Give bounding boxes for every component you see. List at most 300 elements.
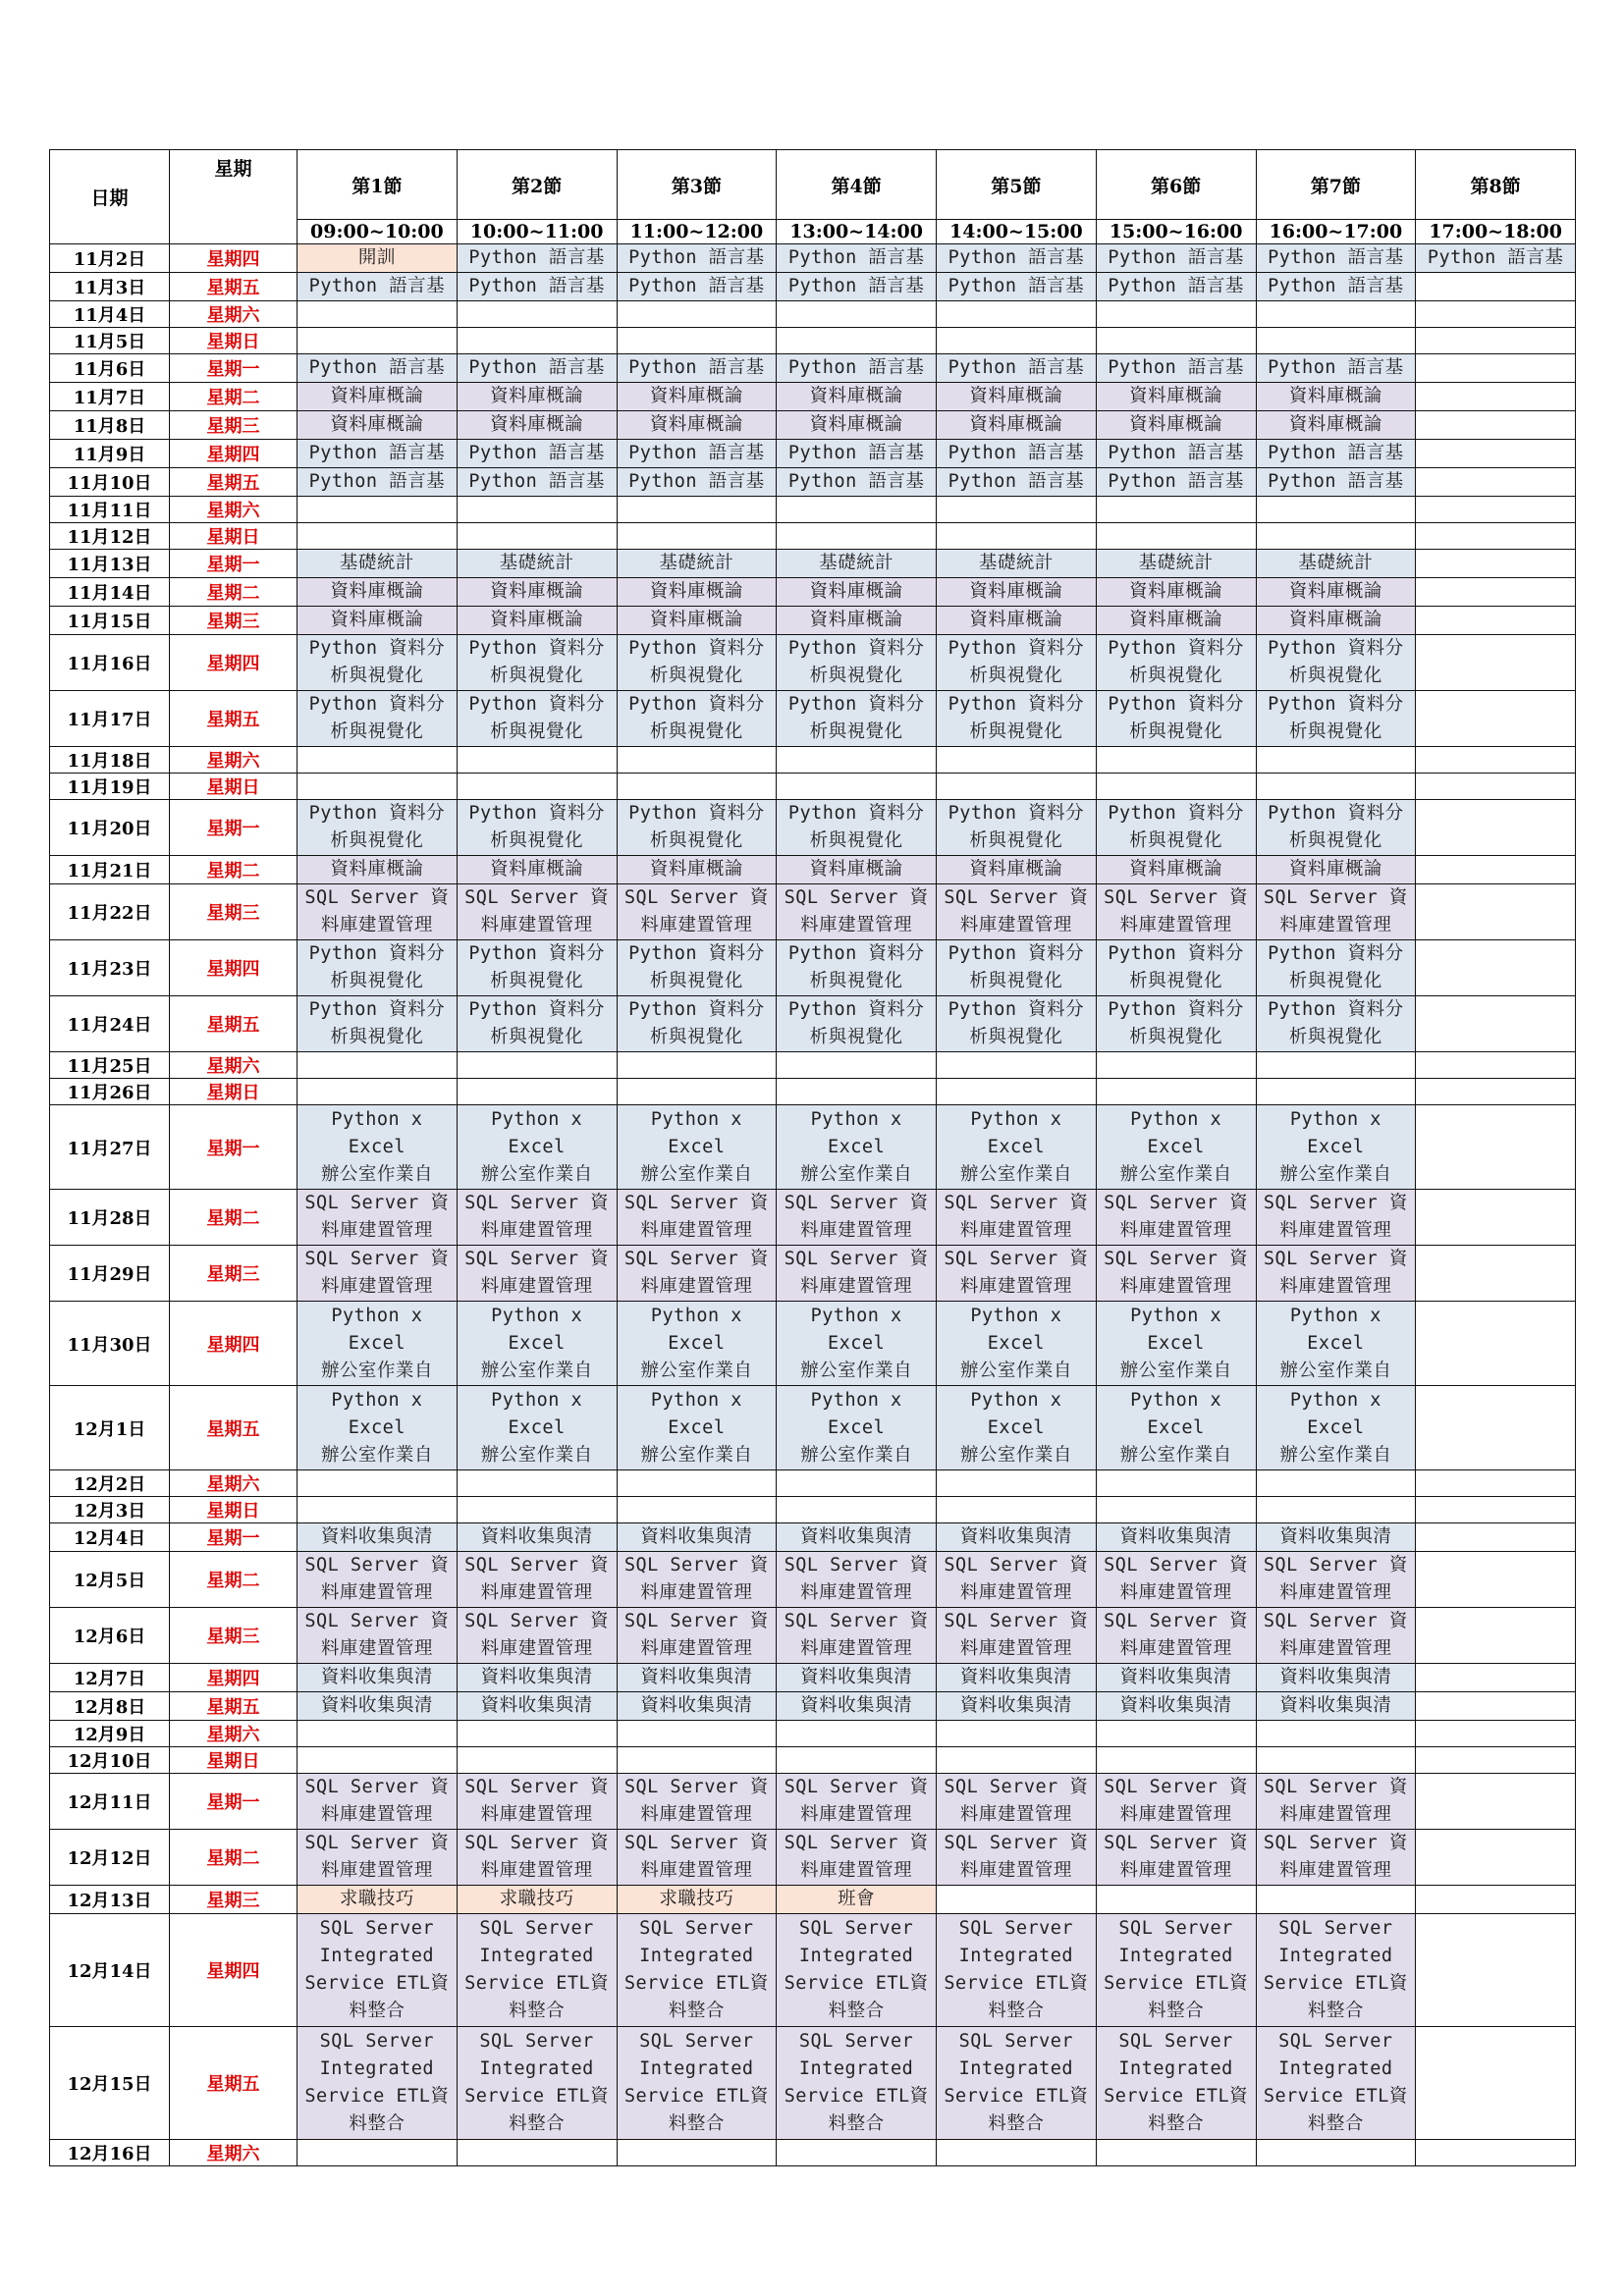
course-cell (777, 1052, 937, 1079)
weekday-cell: 星期日 (170, 523, 298, 550)
course-cell: Python 資料分 析與視覺化 (937, 800, 1097, 856)
course-cell (1256, 774, 1416, 800)
course-cell (777, 747, 937, 774)
course-cell (1416, 578, 1576, 607)
course-cell: 資料收集與清 (777, 1692, 937, 1721)
course-cell (777, 1721, 937, 1747)
course-cell (1416, 1386, 1576, 1470)
course-cell: Python x Excel 辦公室作業自 (617, 1386, 777, 1470)
course-cell (1416, 856, 1576, 884)
course-cell (777, 2140, 937, 2166)
course-cell: Python 語言基 (1256, 273, 1416, 301)
schedule-row (50, 940, 1576, 996)
course-cell (1416, 1246, 1576, 1302)
course-cell: SQL Server 資 料庫建置管理 (457, 1608, 617, 1664)
course-cell: 基礎統計 (1256, 550, 1416, 578)
weekday-cell: 星期日 (170, 1079, 298, 1105)
course-cell (298, 747, 458, 774)
schedule-row (50, 1886, 1576, 1914)
weekday-column-header: 星期 (170, 150, 298, 244)
course-cell: SQL Server 資 料庫建置管理 (1256, 1774, 1416, 1830)
course-cell (457, 1497, 617, 1523)
schedule-row (50, 578, 1576, 607)
course-cell (617, 1079, 777, 1105)
course-cell: SQL Server Integrated Service ETL資 料整合 (1256, 1914, 1416, 2027)
weekday-cell: 星期六 (170, 1470, 298, 1497)
course-cell: 資料庫概論 (1256, 856, 1416, 884)
course-cell: 基礎統計 (617, 550, 777, 578)
schedule-row (50, 1552, 1576, 1608)
course-cell (617, 774, 777, 800)
date-cell: 11月22日 (50, 884, 170, 940)
course-cell: 資料收集與清 (1256, 1523, 1416, 1552)
period-time: 15:00~16:00 (1096, 220, 1256, 244)
course-cell: SQL Server 資 料庫建置管理 (298, 1246, 458, 1302)
date-cell: 11月12日 (50, 523, 170, 550)
schedule-row (50, 550, 1576, 578)
course-cell: Python x Excel 辦公室作業自 (1256, 1302, 1416, 1386)
course-cell: 資料庫概論 (298, 578, 458, 607)
course-cell: Python 語言基 (1096, 440, 1256, 468)
course-cell: SQL Server 資 料庫建置管理 (937, 1190, 1097, 1246)
schedule-row (50, 1914, 1576, 2027)
course-cell: SQL Server 資 料庫建置管理 (1096, 1552, 1256, 1608)
course-cell (1096, 774, 1256, 800)
course-cell (1096, 2140, 1256, 2166)
course-cell (617, 1721, 777, 1747)
course-cell: Python x Excel 辦公室作業自 (1096, 1105, 1256, 1190)
weekday-cell: 星期四 (170, 1664, 298, 1692)
weekday-cell: 星期四 (170, 440, 298, 468)
course-cell (457, 747, 617, 774)
weekday-cell: 星期三 (170, 1608, 298, 1664)
course-cell (457, 523, 617, 550)
course-cell: 求職技巧 (298, 1886, 458, 1914)
course-cell: 資料庫概論 (937, 607, 1097, 635)
date-cell: 11月27日 (50, 1105, 170, 1190)
course-cell: SQL Server 資 料庫建置管理 (777, 1608, 937, 1664)
course-cell (1416, 1914, 1576, 2027)
course-cell: Python 資料分 析與視覺化 (617, 635, 777, 691)
course-cell (1416, 607, 1576, 635)
course-cell (1416, 550, 1576, 578)
course-cell: Python 語言基 (937, 440, 1097, 468)
course-cell: SQL Server Integrated Service ETL資 料整合 (617, 1914, 777, 2027)
course-cell (1256, 301, 1416, 328)
course-cell: SQL Server 資 料庫建置管理 (617, 1552, 777, 1608)
course-cell (1416, 1470, 1576, 1497)
course-cell: SQL Server 資 料庫建置管理 (617, 1608, 777, 1664)
course-cell (298, 1079, 458, 1105)
course-cell: SQL Server 資 料庫建置管理 (777, 1246, 937, 1302)
course-cell: 資料收集與清 (298, 1523, 458, 1552)
course-cell: SQL Server 資 料庫建置管理 (298, 1552, 458, 1608)
course-cell (1416, 1774, 1576, 1830)
schedule-row (50, 996, 1576, 1052)
course-cell (1416, 1608, 1576, 1664)
schedule-row (50, 1190, 1576, 1246)
course-cell: 資料庫概論 (617, 856, 777, 884)
course-cell: Python 語言基 (777, 468, 937, 497)
course-cell: Python 資料分 析與視覺化 (617, 996, 777, 1052)
course-cell: 資料收集與清 (617, 1692, 777, 1721)
course-cell: Python 資料分 析與視覺化 (457, 800, 617, 856)
course-cell (298, 1052, 458, 1079)
course-cell (457, 1747, 617, 1774)
weekday-cell: 星期六 (170, 747, 298, 774)
course-cell (937, 328, 1097, 354)
course-cell (1416, 440, 1576, 468)
weekday-cell: 星期日 (170, 774, 298, 800)
course-cell (777, 1079, 937, 1105)
course-cell: 資料庫概論 (777, 411, 937, 440)
course-cell (1256, 1470, 1416, 1497)
period-header: 第7節 (1256, 150, 1416, 220)
course-cell: SQL Server 資 料庫建置管理 (617, 1246, 777, 1302)
date-cell: 11月30日 (50, 1302, 170, 1386)
course-cell: SQL Server 資 料庫建置管理 (457, 1190, 617, 1246)
schedule-row (50, 1497, 1576, 1523)
course-cell: Python 資料分 析與視覺化 (937, 691, 1097, 747)
course-cell: SQL Server Integrated Service ETL資 料整合 (457, 1914, 617, 2027)
schedule-row (50, 1470, 1576, 1497)
course-cell (1096, 301, 1256, 328)
course-cell: 資料收集與清 (937, 1664, 1097, 1692)
course-cell: Python 資料分 析與視覺化 (457, 691, 617, 747)
course-cell: 基礎統計 (457, 550, 617, 578)
date-cell: 11月29日 (50, 1246, 170, 1302)
course-cell (457, 301, 617, 328)
course-cell: SQL Server 資 料庫建置管理 (1096, 1246, 1256, 1302)
period-time: 16:00~17:00 (1256, 220, 1416, 244)
course-cell: Python 語言基 (777, 440, 937, 468)
course-cell (1256, 1721, 1416, 1747)
course-cell: SQL Server 資 料庫建置管理 (1096, 1190, 1256, 1246)
period-header: 第1節 (298, 150, 458, 220)
course-cell: Python x Excel 辦公室作業自 (937, 1302, 1097, 1386)
course-cell: SQL Server 資 料庫建置管理 (937, 1608, 1097, 1664)
period-header: 第8節 (1416, 150, 1576, 220)
date-cell: 11月3日 (50, 273, 170, 301)
course-cell: 資料庫概論 (777, 607, 937, 635)
course-cell: Python 語言基 (298, 354, 458, 383)
course-cell (777, 301, 937, 328)
course-cell: SQL Server 資 料庫建置管理 (617, 1830, 777, 1886)
course-cell: Python 語言基 (1416, 244, 1576, 273)
weekday-cell: 星期六 (170, 497, 298, 523)
course-cell (1096, 1721, 1256, 1747)
weekday-cell: 星期三 (170, 884, 298, 940)
course-cell: SQL Server Integrated Service ETL資 料整合 (298, 1914, 458, 2027)
course-cell: 資料庫概論 (457, 383, 617, 411)
period-time: 13:00~14:00 (777, 220, 937, 244)
course-cell (1416, 468, 1576, 497)
period-time: 11:00~12:00 (617, 220, 777, 244)
date-cell: 11月20日 (50, 800, 170, 856)
course-cell (777, 1497, 937, 1523)
course-cell: 資料庫概論 (1256, 411, 1416, 440)
course-cell: Python x Excel 辦公室作業自 (777, 1105, 937, 1190)
course-cell (1096, 1497, 1256, 1523)
course-cell (1416, 1886, 1576, 1914)
schedule-row (50, 468, 1576, 497)
weekday-cell: 星期三 (170, 1246, 298, 1302)
course-cell: Python 資料分 析與視覺化 (1256, 800, 1416, 856)
course-cell (1416, 1721, 1576, 1747)
schedule-row (50, 1692, 1576, 1721)
course-cell: SQL Server 資 料庫建置管理 (937, 884, 1097, 940)
course-cell: 資料庫概論 (457, 578, 617, 607)
course-cell: SQL Server 資 料庫建置管理 (457, 1774, 617, 1830)
weekday-cell: 星期二 (170, 383, 298, 411)
course-cell: 資料庫概論 (617, 411, 777, 440)
schedule-row (50, 328, 1576, 354)
weekday-cell: 星期三 (170, 1886, 298, 1914)
course-cell: SQL Server 資 料庫建置管理 (457, 1830, 617, 1886)
course-cell: 班會 (777, 1886, 937, 1914)
date-cell: 11月9日 (50, 440, 170, 468)
schedule-row (50, 301, 1576, 328)
course-cell (1416, 1523, 1576, 1552)
schedule-row (50, 1105, 1576, 1190)
schedule-row (50, 1664, 1576, 1692)
course-cell: 資料庫概論 (777, 383, 937, 411)
course-cell: SQL Server 資 料庫建置管理 (1096, 884, 1256, 940)
course-cell (777, 497, 937, 523)
course-cell (1416, 996, 1576, 1052)
period-header: 第3節 (617, 150, 777, 220)
course-cell: 資料庫概論 (457, 607, 617, 635)
course-cell: 資料庫概論 (937, 578, 1097, 607)
date-cell: 11月16日 (50, 635, 170, 691)
schedule-row (50, 607, 1576, 635)
course-cell: 資料收集與清 (298, 1664, 458, 1692)
course-cell: Python 資料分 析與視覺化 (777, 691, 937, 747)
course-cell: SQL Server 資 料庫建置管理 (777, 884, 937, 940)
weekday-cell: 星期六 (170, 301, 298, 328)
course-cell: SQL Server 資 料庫建置管理 (777, 1552, 937, 1608)
weekday-cell: 星期一 (170, 1774, 298, 1830)
course-cell (1256, 523, 1416, 550)
course-cell: 資料庫概論 (1256, 578, 1416, 607)
date-cell: 12月13日 (50, 1886, 170, 1914)
course-cell: SQL Server 資 料庫建置管理 (457, 1552, 617, 1608)
date-cell: 12月6日 (50, 1608, 170, 1664)
course-cell: Python 語言基 (457, 468, 617, 497)
weekday-cell: 星期二 (170, 1830, 298, 1886)
course-cell: Python x Excel 辦公室作業自 (617, 1105, 777, 1190)
course-cell: SQL Server 資 料庫建置管理 (1256, 1552, 1416, 1608)
schedule-row (50, 523, 1576, 550)
course-cell: SQL Server 資 料庫建置管理 (777, 1830, 937, 1886)
course-cell: Python 資料分 析與視覺化 (777, 635, 937, 691)
course-cell: Python 語言基 (937, 354, 1097, 383)
weekday-cell: 星期一 (170, 800, 298, 856)
schedule-row (50, 1774, 1576, 1830)
course-cell (457, 2140, 617, 2166)
course-cell: Python 資料分 析與視覺化 (298, 635, 458, 691)
course-cell (617, 1470, 777, 1497)
weekday-cell: 星期六 (170, 2140, 298, 2166)
course-cell (617, 1747, 777, 1774)
date-cell: 12月2日 (50, 1470, 170, 1497)
schedule-row (50, 1747, 1576, 1774)
course-cell (1416, 1830, 1576, 1886)
schedule-row (50, 354, 1576, 383)
course-cell: 資料庫概論 (1256, 607, 1416, 635)
course-cell (1256, 2140, 1416, 2166)
course-cell (1416, 523, 1576, 550)
course-cell: Python x Excel 辦公室作業自 (1256, 1386, 1416, 1470)
course-cell (1096, 1470, 1256, 1497)
date-cell: 11月28日 (50, 1190, 170, 1246)
course-cell: Python 資料分 析與視覺化 (1256, 996, 1416, 1052)
course-cell: SQL Server 資 料庫建置管理 (617, 1190, 777, 1246)
course-cell: SQL Server 資 料庫建置管理 (1096, 1774, 1256, 1830)
course-cell: Python 資料分 析與視覺化 (937, 996, 1097, 1052)
course-cell (777, 523, 937, 550)
course-cell: Python x Excel 辦公室作業自 (298, 1105, 458, 1190)
weekday-cell: 星期五 (170, 691, 298, 747)
course-cell: 資料收集與清 (1096, 1692, 1256, 1721)
course-cell: 資料收集與清 (617, 1664, 777, 1692)
date-cell: 12月10日 (50, 1747, 170, 1774)
course-cell: 資料收集與清 (777, 1664, 937, 1692)
course-cell: 資料庫概論 (1096, 411, 1256, 440)
course-cell: 資料收集與清 (1256, 1664, 1416, 1692)
course-cell (1416, 1190, 1576, 1246)
course-cell (457, 328, 617, 354)
schedule-row (50, 691, 1576, 747)
course-cell: SQL Server Integrated Service ETL資 料整合 (457, 2027, 617, 2140)
course-cell: Python 資料分 析與視覺化 (1096, 800, 1256, 856)
course-cell (937, 774, 1097, 800)
date-cell: 11月23日 (50, 940, 170, 996)
course-cell: Python 資料分 析與視覺化 (1256, 940, 1416, 996)
course-cell (1256, 1079, 1416, 1105)
course-cell: Python 資料分 析與視覺化 (298, 940, 458, 996)
course-cell: 資料庫概論 (1256, 383, 1416, 411)
course-cell (1256, 1747, 1416, 1774)
weekday-cell: 星期一 (170, 1523, 298, 1552)
schedule-row (50, 497, 1576, 523)
course-cell (457, 1470, 617, 1497)
course-cell (1256, 497, 1416, 523)
course-cell: Python 資料分 析與視覺化 (457, 635, 617, 691)
schedule-row (50, 2027, 1576, 2140)
course-cell: Python 語言基 (298, 468, 458, 497)
course-cell: Python 語言基 (1256, 440, 1416, 468)
course-cell: SQL Server Integrated Service ETL資 料整合 (1096, 2027, 1256, 2140)
period-time: 17:00~18:00 (1416, 220, 1576, 244)
course-cell (298, 301, 458, 328)
course-cell (1096, 328, 1256, 354)
course-cell: Python 語言基 (617, 468, 777, 497)
course-cell: SQL Server 資 料庫建置管理 (937, 1552, 1097, 1608)
date-column-header: 日期 (50, 150, 170, 244)
course-cell (937, 2140, 1097, 2166)
course-cell: Python 語言基 (777, 244, 937, 273)
weekday-cell: 星期四 (170, 940, 298, 996)
course-cell: 求職技巧 (617, 1886, 777, 1914)
course-cell (1256, 747, 1416, 774)
schedule-row (50, 1523, 1576, 1552)
course-cell (457, 1052, 617, 1079)
course-cell: 資料庫概論 (1096, 607, 1256, 635)
course-cell: Python 語言基 (1096, 244, 1256, 273)
course-cell: Python 資料分 析與視覺化 (1096, 940, 1256, 996)
date-cell: 11月15日 (50, 607, 170, 635)
course-cell: SQL Server 資 料庫建置管理 (937, 1774, 1097, 1830)
course-cell (937, 1052, 1097, 1079)
course-cell (1096, 1886, 1256, 1914)
course-cell (1416, 301, 1576, 328)
schedule-body (50, 244, 1576, 2166)
course-cell: Python 資料分 析與視覺化 (1256, 691, 1416, 747)
course-cell: Python x Excel 辦公室作業自 (617, 1302, 777, 1386)
schedule-row (50, 800, 1576, 856)
course-cell (457, 497, 617, 523)
course-cell (1256, 1052, 1416, 1079)
date-cell: 11月7日 (50, 383, 170, 411)
course-cell (937, 523, 1097, 550)
course-cell (617, 2140, 777, 2166)
course-cell (1416, 1747, 1576, 1774)
course-cell: 資料收集與清 (457, 1692, 617, 1721)
course-cell: 資料庫概論 (617, 607, 777, 635)
course-cell: Python 語言基 (457, 273, 617, 301)
course-cell: Python x Excel 辦公室作業自 (1256, 1105, 1416, 1190)
schedule-row (50, 411, 1576, 440)
date-cell: 11月26日 (50, 1079, 170, 1105)
course-cell: Python 語言基 (1096, 468, 1256, 497)
course-cell (777, 1747, 937, 1774)
course-cell: Python 資料分 析與視覺化 (777, 996, 937, 1052)
course-cell: 資料收集與清 (457, 1523, 617, 1552)
course-cell (1416, 1302, 1576, 1386)
course-cell: 資料收集與清 (457, 1664, 617, 1692)
course-cell: SQL Server 資 料庫建置管理 (1256, 1246, 1416, 1302)
course-cell: 資料庫概論 (457, 856, 617, 884)
course-cell: 資料庫概論 (777, 578, 937, 607)
course-cell: SQL Server 資 料庫建置管理 (617, 884, 777, 940)
weekday-cell: 星期一 (170, 550, 298, 578)
course-cell: SQL Server 資 料庫建置管理 (298, 1190, 458, 1246)
schedule-row (50, 440, 1576, 468)
course-cell (937, 1470, 1097, 1497)
course-cell: SQL Server 資 料庫建置管理 (1256, 1830, 1416, 1886)
course-cell: Python x Excel 辦公室作業自 (777, 1302, 937, 1386)
period-header: 第2節 (457, 150, 617, 220)
weekday-cell: 星期二 (170, 1190, 298, 1246)
course-cell (1416, 1105, 1576, 1190)
course-cell: Python 語言基 (1256, 468, 1416, 497)
schedule-row (50, 1386, 1576, 1470)
schedule-row (50, 856, 1576, 884)
date-cell: 12月8日 (50, 1692, 170, 1721)
course-cell (457, 774, 617, 800)
course-cell (1416, 2140, 1576, 2166)
weekday-cell: 星期日 (170, 328, 298, 354)
course-cell: SQL Server 資 料庫建置管理 (777, 1774, 937, 1830)
date-cell: 12月5日 (50, 1552, 170, 1608)
course-cell (298, 1721, 458, 1747)
date-cell: 11月2日 (50, 244, 170, 273)
course-cell: Python 資料分 析與視覺化 (457, 996, 617, 1052)
course-cell (1416, 774, 1576, 800)
course-cell: 資料庫概論 (1096, 856, 1256, 884)
course-cell: 資料收集與清 (1096, 1664, 1256, 1692)
